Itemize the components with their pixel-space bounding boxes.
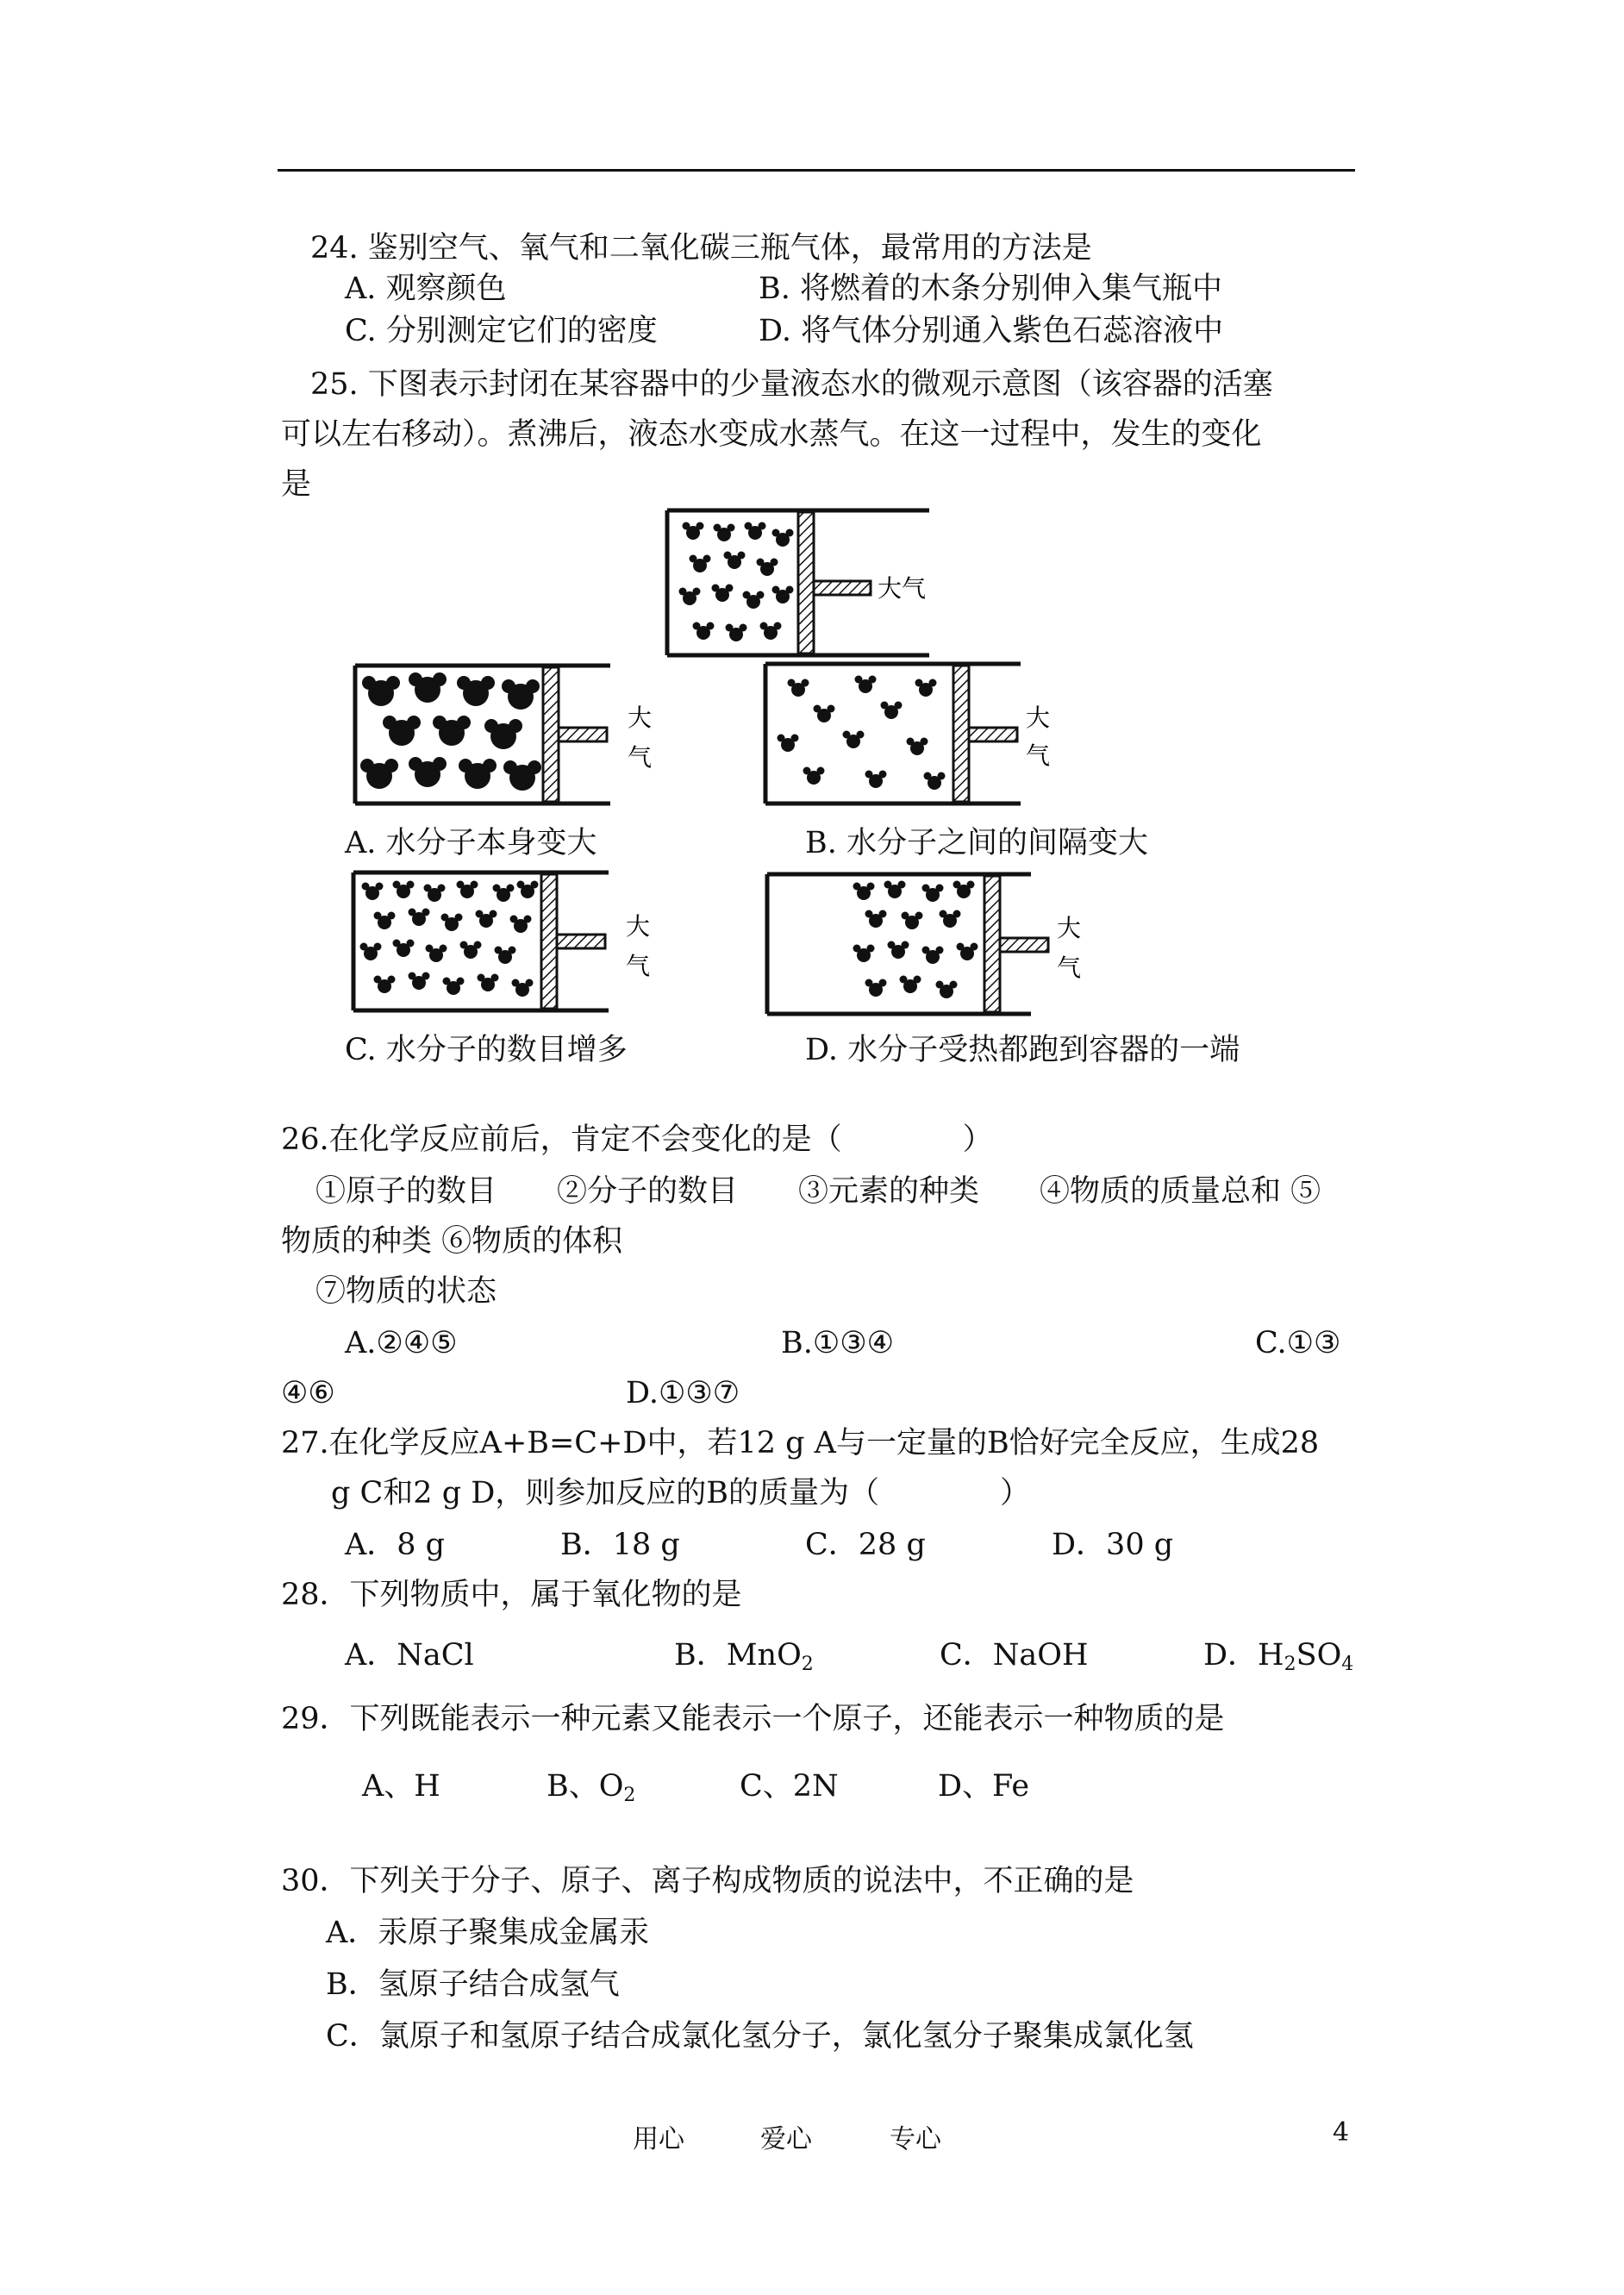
q26-option-c-cont: ④⑥ bbox=[281, 1376, 335, 1410]
q24-option-d: D. 将气体分别通入紫色石蕊溶液中 bbox=[759, 314, 1224, 348]
footer-text-1: 用心 bbox=[633, 2124, 684, 2154]
q28-option-d-subscript-2: 4 bbox=[1341, 1654, 1354, 1675]
q24-option-c: C. 分别测定它们的密度 bbox=[345, 314, 658, 348]
q26-stem: 26.在化学反应前后，肯定不会变化的是（ ） bbox=[281, 1122, 993, 1157]
q24-option-a: A. 观察颜色 bbox=[345, 272, 507, 306]
q27-stem-line1: 27.在化学反应A+B=C+D中，若12 g A与一定量的B恰好完全反应，生成28 bbox=[281, 1426, 1320, 1460]
q25-figure-c bbox=[350, 869, 660, 1016]
q25-figure-c-atm-bottom: 气 bbox=[626, 952, 651, 980]
q30-option-c: C．氯原子和氢原子结合成氯化氢分子，氯化氢分子聚集成氯化氢 bbox=[326, 2019, 1194, 2054]
q29-option-a: A、H bbox=[362, 1769, 440, 1804]
q29-stem: 29．下列既能表示一种元素又能表示一个原子，还能表示一种物质的是 bbox=[281, 1702, 1225, 1736]
q28-stem: 28．下列物质中，属于氧化物的是 bbox=[281, 1578, 742, 1612]
q28-option-b bbox=[674, 1636, 814, 1674]
q28-option-c: C．NaOH bbox=[940, 1638, 1089, 1673]
q27-option-c: C．28 g bbox=[805, 1528, 926, 1562]
q28-option-d-subscript-1: 2 bbox=[1284, 1654, 1296, 1675]
q25-stem-line1: 25. 下图表示封闭在某容器中的少量液态水的微观示意图（该容器的活塞 bbox=[310, 367, 1273, 402]
q25-figure-a bbox=[352, 662, 662, 809]
q28-option-d-text: D．H bbox=[1203, 1638, 1284, 1673]
header-rule bbox=[278, 169, 1355, 172]
q28-option-a: A．NaCl bbox=[345, 1638, 474, 1673]
q25-original-atm-label: 大气 bbox=[878, 574, 927, 603]
q26-choices-line1: ①原子的数目 ②分子的数目 ③元素的种类 ④物质的质量总和 ⑤ bbox=[315, 1174, 1321, 1209]
q28-option-b-subscript: 2 bbox=[801, 1654, 814, 1675]
q30-option-b: B．氢原子结合成氢气 bbox=[326, 1967, 620, 2002]
q30-option-a: A．汞原子聚集成金属汞 bbox=[326, 1916, 650, 1950]
q24-stem: 24. 鉴别空气、氧气和二氧化碳三瓶气体，最常用的方法是 bbox=[310, 231, 1092, 266]
q25-figure-c-atm-top: 大 bbox=[626, 912, 651, 941]
q26-option-c: C.①③ bbox=[1255, 1326, 1341, 1360]
q28-option-d bbox=[1203, 1636, 1353, 1674]
q29-option-d: D、Fe bbox=[938, 1769, 1030, 1804]
q25-stem-line3: 是 bbox=[281, 467, 312, 502]
q25-figure-b-atm-bottom: 气 bbox=[1026, 741, 1051, 770]
q29-option-b bbox=[547, 1767, 635, 1805]
q24-option-b: B. 将燃着的木条分别伸入集气瓶中 bbox=[759, 272, 1222, 306]
footer-text-2: 爱心 bbox=[760, 2124, 812, 2154]
q27-option-b: B．18 g bbox=[560, 1528, 680, 1562]
q25-figure-b-atm-top: 大 bbox=[1026, 704, 1051, 732]
q25-option-d: D. 水分子受热都跑到容器的一端 bbox=[805, 1033, 1240, 1067]
q28-option-b-text: B．MnO bbox=[674, 1638, 802, 1673]
q25-figure-d bbox=[764, 871, 1091, 1019]
q27-stem-line2: g C和2 g D，则参加反应的B的质量为（ ） bbox=[331, 1476, 1031, 1510]
q25-option-c: C. 水分子的数目增多 bbox=[345, 1033, 628, 1067]
q25-figure-d-atm-bottom: 气 bbox=[1057, 954, 1082, 982]
q29-option-b-text: B、O bbox=[547, 1769, 624, 1804]
q25-figure-b bbox=[762, 660, 1072, 809]
q25-figure-d-atm-top: 大 bbox=[1057, 914, 1082, 942]
q27-option-a: A．8 g bbox=[345, 1528, 446, 1562]
q27-option-d: D．30 g bbox=[1052, 1528, 1174, 1562]
q29-option-c: C、2N bbox=[740, 1769, 839, 1804]
q26-option-a: A.②④⑤ bbox=[345, 1326, 458, 1360]
q25-option-a: A. 水分子本身变大 bbox=[345, 826, 597, 860]
q29-option-b-subscript: 2 bbox=[623, 1785, 636, 1806]
q25-figure-a-atm-bottom: 气 bbox=[628, 743, 653, 772]
q25-original-container-figure bbox=[662, 507, 972, 662]
page-number: 4 bbox=[1333, 2117, 1350, 2148]
q25-figure-a-atm-top: 大 bbox=[628, 704, 653, 732]
footer-text-3: 专心 bbox=[890, 2124, 941, 2154]
q25-stem-line2: 可以左右移动）。煮沸后，液态水变成水蒸气。在这一过程中，发生的变化 bbox=[281, 417, 1262, 452]
q26-option-d: D.①③⑦ bbox=[626, 1376, 740, 1410]
q30-stem: 30．下列关于分子、原子、离子构成物质的说法中，不正确的是 bbox=[281, 1864, 1134, 1898]
q26-choices-line2: 物质的种类 ⑥物质的体积 bbox=[281, 1224, 623, 1259]
q25-option-b: B. 水分子之间的间隔变大 bbox=[805, 826, 1148, 860]
q26-choices-line3: ⑦物质的状态 bbox=[315, 1274, 497, 1309]
q28-option-d-text-2: SO bbox=[1296, 1638, 1342, 1673]
q26-option-b: B.①③④ bbox=[781, 1326, 894, 1360]
